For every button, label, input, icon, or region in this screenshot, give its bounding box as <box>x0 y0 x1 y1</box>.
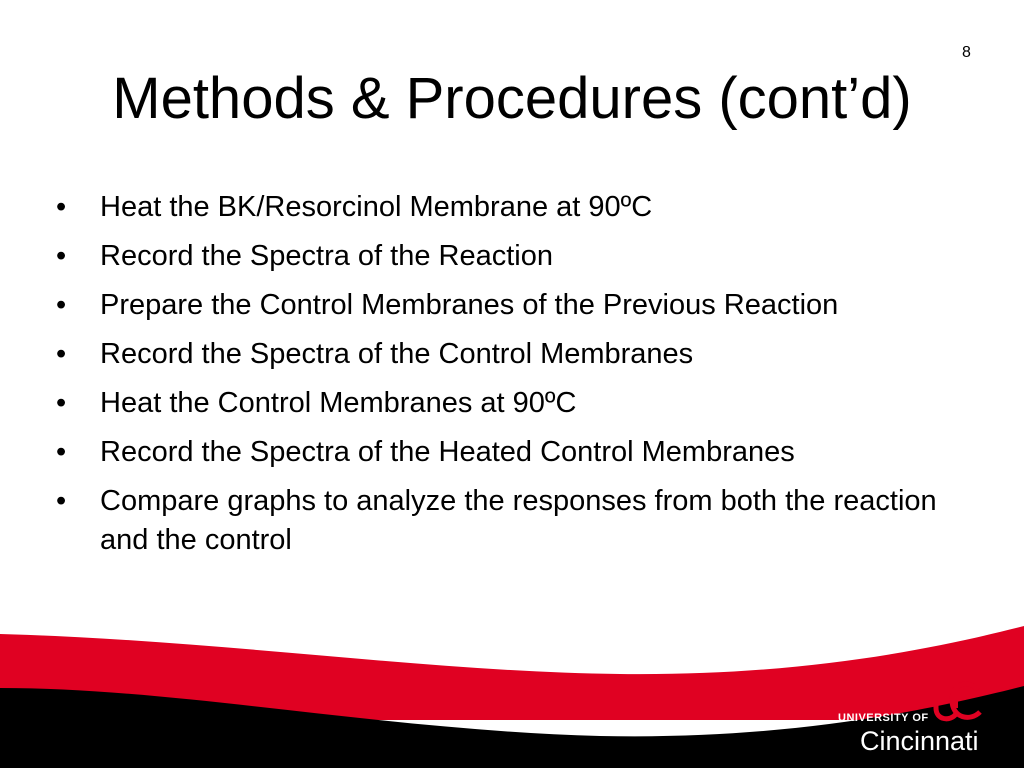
bullet-glyph: • <box>56 436 67 468</box>
uc-monogram-icon <box>930 680 986 726</box>
bullet-item <box>56 482 976 560</box>
bullet-text: Record the Spectra of the Control Membranes <box>100 338 694 370</box>
bullet-item <box>56 335 976 374</box>
logo-name: Cincinnati <box>860 726 979 756</box>
university-logo <box>838 680 998 760</box>
bullet-text: Heat the Control Membranes at 90ºC <box>100 387 577 419</box>
bullet-item <box>56 286 976 325</box>
bullet-glyph: • <box>56 240 67 272</box>
bullet-text: Record the Spectra of the Heated Control Membranes <box>100 436 795 468</box>
logo-university-of: UNIVERSITY OF <box>838 712 929 724</box>
slide-title: Methods & Procedures (cont’d) <box>112 66 912 131</box>
bullet-glyph: • <box>56 191 67 223</box>
bullet-glyph: • <box>56 338 67 370</box>
bullet-list <box>56 188 976 570</box>
bullet-item <box>56 237 976 276</box>
bullet-item <box>56 433 976 472</box>
bullet-glyph: • <box>56 387 67 419</box>
bullet-glyph: • <box>56 289 67 321</box>
bullet-text: Heat the BK/Resorcinol Membrane at 90ºC <box>100 191 653 223</box>
slide-number: 8 <box>962 44 971 61</box>
bullet-glyph: • <box>56 485 67 517</box>
bullet-item <box>56 188 976 227</box>
bullet-text: Record the Spectra of the Reaction <box>100 240 553 272</box>
bullet-item <box>56 384 976 423</box>
bullet-text: Compare graphs to analyze the responses from both the reaction and the control <box>100 485 937 556</box>
bullet-text: Prepare the Control Membranes of the Previous Reaction <box>100 289 839 321</box>
